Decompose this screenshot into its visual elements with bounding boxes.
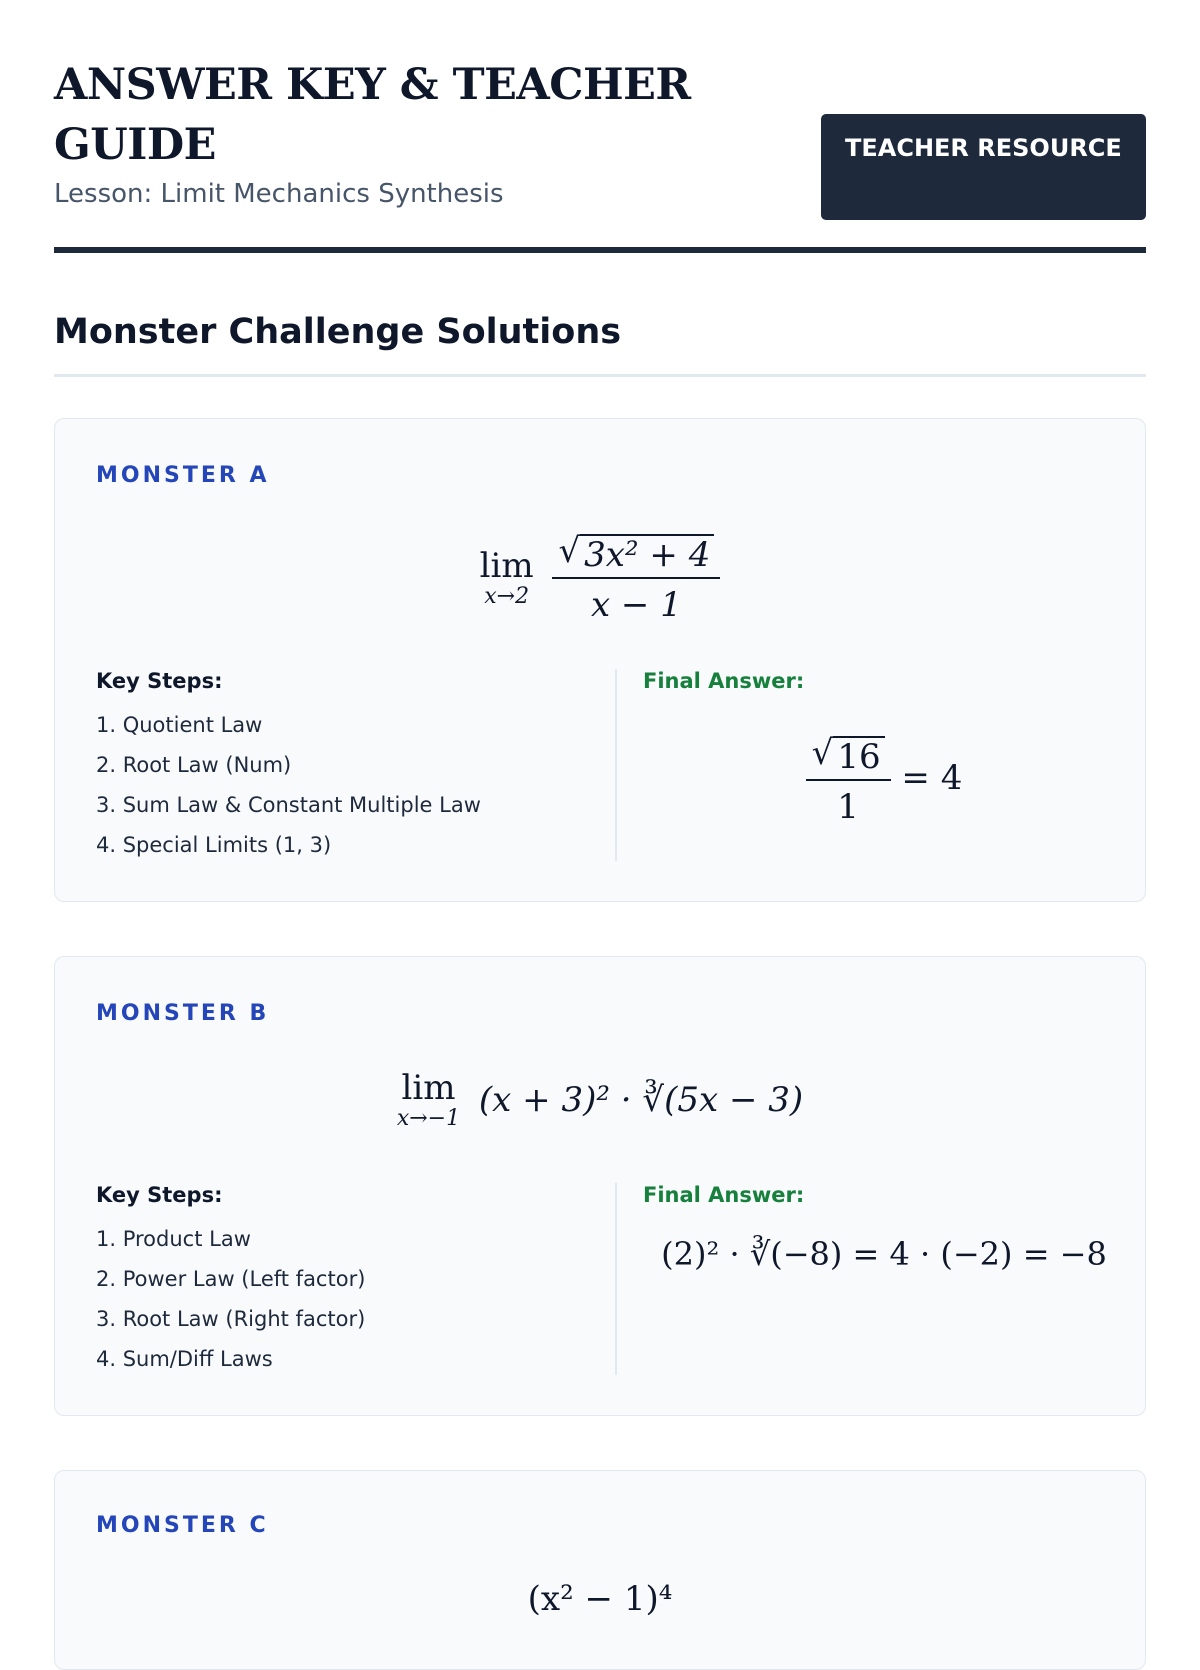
final-answer: [643, 1183, 1125, 1375]
square-root: [558, 531, 714, 575]
monster-label: MONSTER B: [96, 1001, 270, 1026]
teacher-resource-badge: TEACHER RESOURCE: [821, 114, 1146, 220]
header-divider: [54, 247, 1146, 253]
numerator: [806, 731, 891, 781]
radical-sign: √: [558, 531, 581, 571]
monster-label: MONSTER A: [96, 463, 270, 488]
lesson-subtitle: Lesson: Limit Mechanics Synthesis: [54, 179, 504, 209]
answer-formula: (2)² · ∛(−8) = 4 · (−2) = −8: [661, 1235, 1107, 1273]
radicand: 3x² + 4: [580, 534, 714, 572]
denominator: x − 1: [590, 585, 682, 625]
fraction: [552, 529, 720, 627]
answer-formula: [643, 731, 1125, 829]
numerator: [552, 529, 720, 579]
step-item: 4. Special Limits (1, 3): [96, 833, 332, 857]
final-answer: [643, 669, 1125, 861]
limit-operator: [480, 547, 534, 609]
final-answer-heading: Final Answer:: [643, 1183, 805, 1207]
step-item: 1. Quotient Law: [96, 713, 263, 737]
section-title: Monster Challenge Solutions: [54, 312, 622, 352]
key-steps-heading: Key Steps:: [96, 1183, 223, 1207]
radical-sign: √: [811, 733, 834, 773]
denominator: 1: [837, 787, 859, 827]
key-steps-heading: Key Steps:: [96, 669, 223, 693]
monster-card-a: [54, 418, 1146, 902]
problem-formula: (x² − 1)⁴: [527, 1579, 673, 1619]
lim-subscript: x→2: [484, 584, 530, 609]
page-title: ANSWER KEY & TEACHER GUIDE: [54, 60, 691, 170]
column-divider: [615, 1183, 617, 1375]
step-item: 3. Sum Law & Constant Multiple Law: [96, 793, 481, 817]
monster-card-c: [54, 1470, 1146, 1670]
fraction: [806, 731, 891, 829]
step-item: 1. Product Law: [96, 1227, 251, 1251]
final-answer-heading: Final Answer:: [643, 669, 805, 693]
square-root: [811, 733, 885, 777]
problem-formula: [55, 1069, 1145, 1131]
key-steps: [96, 669, 616, 865]
column-divider: [615, 669, 617, 861]
lim-text: lim: [401, 1068, 456, 1108]
step-item: 4. Sum/Diff Laws: [96, 1347, 273, 1371]
lim-subscript: x→−1: [396, 1106, 461, 1131]
step-item: 3. Root Law (Right factor): [96, 1307, 366, 1331]
key-steps: [96, 1183, 616, 1379]
answer-result: = 4: [901, 758, 963, 798]
header: [54, 0, 1146, 254]
lim-text: lim: [479, 546, 534, 586]
monster-label: MONSTER C: [96, 1513, 269, 1538]
problem-formula: [55, 529, 1145, 627]
monster-card-b: [54, 956, 1146, 1416]
step-item: 2. Power Law (Left factor): [96, 1267, 366, 1291]
step-item: 2. Root Law (Num): [96, 753, 292, 777]
radicand: 16: [833, 736, 884, 774]
section-divider: [54, 374, 1146, 377]
limit-operator: [397, 1069, 460, 1131]
problem-expression: (x + 3)² · ∛(5x − 3): [478, 1080, 804, 1120]
